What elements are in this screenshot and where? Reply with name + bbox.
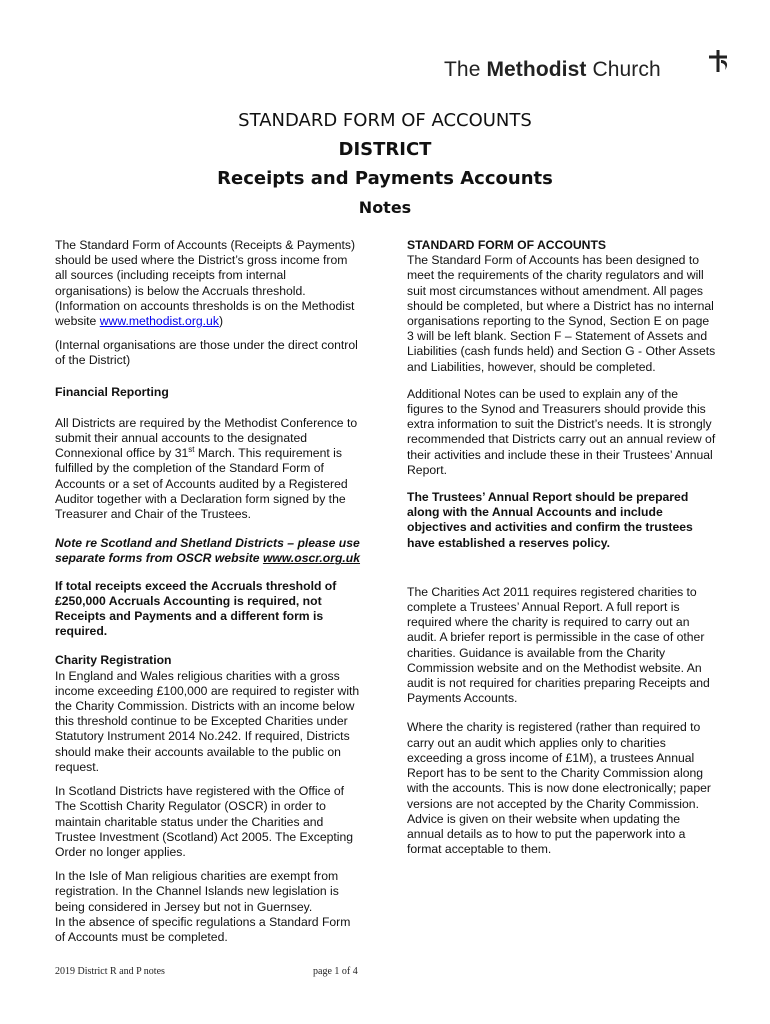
additional-notes-paragraph: Additional Notes can be used to explain any of the figures to the Synod and Treasurers should provide this extra information to suit the District’s needs. It is strongly recommended that Districts carry out an annual review of their activities and include these in their Trustees’ Annual Report. [407, 386, 716, 477]
charity-registration-heading: Charity Registration [55, 653, 172, 668]
intro-paragraph [55, 238, 360, 329]
intro-text-end: ) [218, 314, 223, 329]
trustees-report-note: The Trustees’ Annual Report should be prepared along with the Annual Accounts and include objectives and activities and confirm the trustees have established a reserves policy. [407, 490, 693, 550]
sfa-paragraph [407, 238, 717, 375]
isle-of-man-paragraph [55, 869, 360, 945]
logo-the: The [444, 58, 481, 81]
left-column [55, 238, 360, 954]
financial-reporting-paragraph [55, 416, 360, 522]
charity-registration-paragraph [55, 653, 360, 775]
financial-text: All Districts are required by the Methodist Conference to submit their annual accounts to the designated Connexional office by 31 [55, 415, 358, 461]
charities-act-paragraph: The Charities Act 2011 requires registered charities to complete a Trustees’ Annual Report. A full report is required where the charity is required to carry out an audit. A briefer report is permissible in the case of other charities. Guidance is available from the Charity Commission website and on the Methodist website. An audit is not required for charities preparing Receipts and Payments Accounts. [407, 584, 710, 706]
internal-orgs-paragraph: (Internal organisations are those under the direct control of the District) [55, 338, 358, 368]
title-receipts-payments: Receipts and Payments Accounts [217, 168, 553, 189]
intro-text: The Standard Form of Accounts (Receipts & Payments) should be used where the District’s gross income from all sources (including receipts from internal organisations) is below the Accruals threshold. (Information on accounts thresholds is on the Methodist website [55, 238, 356, 329]
title-block [0, 106, 770, 223]
logo-church: Church [592, 58, 661, 81]
methodist-website-link[interactable]: www.methodist.org.uk [99, 314, 219, 329]
accruals-threshold-note: If total receipts exceed the Accruals threshold of £250,000 Accruals Accounting is required, not Receipts and Payments and a different form is required. [55, 578, 337, 639]
cross-flame-icon [705, 48, 731, 74]
right-column [407, 238, 717, 866]
sfa-heading: STANDARD FORM OF ACCOUNTS [407, 238, 607, 252]
financial-reporting-heading: Financial Reporting [55, 384, 169, 399]
methodist-church-logo [444, 58, 661, 82]
title-notes: Notes [358, 198, 412, 217]
scotland-note-text: Note re Scotland and Shetland Districts – please use separate forms from OSCR website [55, 536, 360, 566]
isle-of-man-text: In the Isle of Man religious charities are exempt from registration. In the Channel Islands new legislation is being considered in Jersey but not in Guernsey. [55, 869, 339, 914]
footer-page-number: page 1 of 4 [313, 966, 358, 977]
financial-text-end: March. This requirement is fulfilled by the completion of the Standard Form of Accounts or a set of Accounts audited by a Registered Auditor together with a Declaration form signed by the Treasurer and Chair of the Trustees. [55, 446, 348, 522]
scotland-note [55, 536, 360, 566]
title-district: DISTRICT [338, 139, 432, 160]
logo-methodist: Methodist [486, 58, 587, 81]
scotland-paragraph: In Scotland Districts have registered with the Office of The Scottish Charity Regulator (OSCR) in order to maintain charitable status under the Charities and Trustee Investment (Scotland) Act 2005. The Excepting Order no longer applies. [55, 784, 354, 859]
ordinal-suffix: st [188, 445, 195, 455]
sfa-text: The Standard Form of Accounts has been designed to meet the requirements of the charity regulators and will suit most circumstances without amendment. All pages should be completed, but where a District has no internal organisations reporting to the Synod, Section E on page 3 will be left blank. Section F – Statement of Assets and Liabilities (cash funds held) and Section G - Other Assets and Liabilities, however, should be completed. [407, 253, 716, 374]
absence-regulations-text: In the absence of specific regulations a Standard Form of Accounts must be completed. [55, 914, 351, 944]
oscr-website-link[interactable]: www.oscr.org.uk [262, 551, 361, 566]
charity-registered-paragraph: Where the charity is registered (rather than required to carry out an audit which applies only to charities exceeding a gross income of £1M), a trustees Annual Report has to be sent to the Charity Commission along with the accounts. This is now done electronically; paper versions are not accepted by the Charity Commission. Advice is given on their website when updating the annual details as to how to put the paperwork into a format acceptable to them. [407, 720, 711, 857]
footer-document-name: 2019 District R and P notes [55, 966, 165, 977]
england-wales-text: In England and Wales religious charities with a gross income exceeding £100,000 are required to register with the Charity Commission. Districts with an income below this threshold continue to be Excepted Charities under Statutory Instrument 2014 No.242. If required, Districts should make their accounts available to the public on request. [55, 668, 360, 774]
title-standard-form: STANDARD FORM OF ACCOUNTS [238, 110, 532, 131]
